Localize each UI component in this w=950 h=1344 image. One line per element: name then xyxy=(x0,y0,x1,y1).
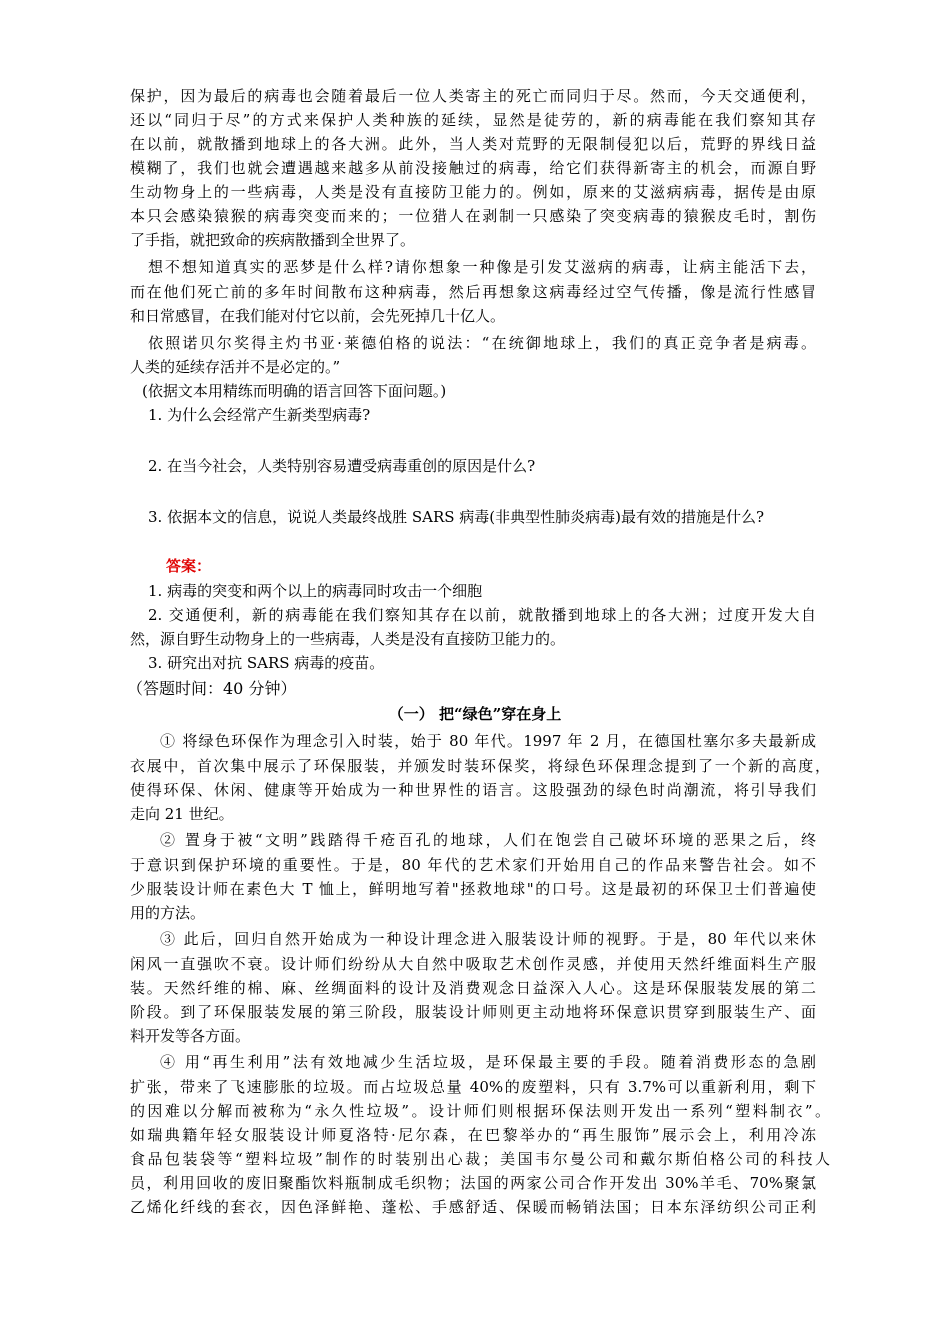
p3-line: 装。天然纤维的棉、麻、丝绸面料的设计及消费观念日益深入人心。这是环保服装发展的第二 xyxy=(130,979,816,997)
p4-line: 的因难以分解而被称为“永久性垃圾”。设计师们则根据环保法则开发出一系列“塑料制衣”。 xyxy=(130,1102,830,1120)
p3-line: 料开发等各方面。 xyxy=(130,1027,251,1045)
p1-line: 使得环保、休闲、健康等开始成为一种世界性的语言。这股强劲的绿色时尚潮流，将引导我们 xyxy=(130,781,816,799)
time-note: （答题时间：40 分钟） xyxy=(127,679,297,698)
instruction: (依据文本用精练而明确的语言回答下面问题。) xyxy=(142,382,447,400)
p4-line: 食品包装袋等“塑料垃圾”制作的时装别出心裁；美国韦尔曼公司和戴尔斯伯格公司的科技人 xyxy=(130,1150,830,1168)
p2-line: 用的方法。 xyxy=(130,904,206,922)
p2-line: ② 置身于被“文明”践踏得千疮百孔的地球，人们在饱尝自己破坏环境的恶果之后，终 xyxy=(160,831,816,849)
quote-line: 人类的延续存活并不是必定的。” xyxy=(130,358,341,376)
passage-line: 在以前，就散播到地球上的各大洲。此外，当人类对荒野的无限制侵犯以后，荒野的界线日益 xyxy=(130,135,816,153)
question-3: 3. 依据本文的信息，说说人类最终战胜 SARS 病毒(非典型性肺炎病毒)最有效的措施是什么? xyxy=(148,508,765,526)
p1-line: 走向 21 世纪。 xyxy=(130,805,234,823)
section-title: （一） 把“绿色”穿在身上 xyxy=(388,705,562,723)
question-2: 2. 在当今社会，人类特别容易遭受病毒重创的原因是什么? xyxy=(148,457,536,475)
p2-line: 少服装设计师在素色大 T 恤上，鲜明地写着"拯救地球"的口号。这是最初的环保卫士们普遍使 xyxy=(130,880,816,898)
p4-line: 员，利用回收的废旧聚酯饮料瓶制成毛织物；法国的两家公司合作开发出 30%羊毛、70%聚氯 xyxy=(130,1174,816,1192)
answer-2-cont: 然，源自野生动物身上的一些病毒，人类是没有直接防卫能力的。 xyxy=(130,630,566,648)
p3-line: ③ 此后，回归自然开始成为一种设计理念进入服装设计师的视野。于是，80 年代以来休 xyxy=(160,930,816,948)
nightmare-line: 而在他们死亡前的多年时间散布这种病毒，然后再想象这病毒经过空气传播，像是流行性感冒 xyxy=(130,283,816,301)
passage-line: 生动物身上的一些病毒，人类是没有直接防卫能力的。例如，原来的艾滋病病毒，据传是由原 xyxy=(130,183,816,201)
passage-line: 还以“同归于尽”的方式来保护人类种族的延续，显然是徒劳的，新的病毒能在我们察知其存 xyxy=(130,111,816,129)
p1-line: ① 将绿色环保作为理念引入时装，始于 80 年代。1997 年 2 月，在德国杜塞尔多夫最新成 xyxy=(160,732,816,750)
p3-line: 闲风一直强吹不衰。设计师们纷纷从大自然中吸取艺术创作灵感，并使用天然纤维面料生产服 xyxy=(130,955,816,973)
answer-1: 1. 病毒的突变和两个以上的病毒同时攻击一个细胞 xyxy=(148,582,483,600)
nightmare-line: 和日常感冒，在我们能对付它以前，会先死掉几十亿人。 xyxy=(130,307,506,325)
p3-line: 阶段。到了环保服装发展的第三阶段，服装设计师则更主动地将环保意识贯穿到服装生产、面 xyxy=(130,1003,816,1021)
p4-line: ④ 用“再生利用”法有效地减少生活垃圾，是环保最主要的手段。随着消费形态的急剧 xyxy=(160,1053,816,1071)
passage-line: 本只会感染猿猴的病毒突变而来的；一位猎人在剥制一只感染了突变病毒的猿猴皮毛时，割伤 xyxy=(130,207,816,225)
p4-line: 扩张，带来了飞速膨胀的垃圾。而占垃圾总量 40%的废塑料，只有 3.7%可以重新利用，剩下 xyxy=(130,1078,816,1096)
passage-line: 了手指，就把致命的疾病散播到全世界了。 xyxy=(130,231,416,249)
nightmare-line: 想不想知道真实的恶梦是什么样?请你想象一种像是引发艾滋病的病毒，让病主能活下去， xyxy=(148,258,816,276)
question-1: 1. 为什么会经常产生新类型病毒? xyxy=(148,406,371,424)
answer-label: 答案： xyxy=(166,557,212,575)
p4-line: 乙烯化纤线的套衣，因色泽鲜艳、蓬松、手感舒适、保暖而畅销法国；日本东泽纺织公司正利 xyxy=(130,1198,816,1216)
p4-line: 如瑞典籍年轻女服装设计师夏洛特·尼尔森，在巴黎举办的“再生服饰”展示会上，利用冷冻 xyxy=(130,1126,816,1144)
passage-line: 保护，因为最后的病毒也会随着最后一位人类寄主的死亡而同归于尽。然而，今天交通便利， xyxy=(130,87,816,105)
answer-2: 2. 交通便利，新的病毒能在我们察知其存在以前，就散播到地球上的各大洲；过度开发大自 xyxy=(148,606,816,624)
p2-line: 于意识到保护环境的重要性。于是，80 年代的艺术家们开始用自己的作品来警告社会。如不 xyxy=(130,856,816,874)
passage-line: 模糊了，我们也就会遭遇越来越多从前没接触过的病毒，给它们获得新寄主的机会，而源自野 xyxy=(130,159,816,177)
quote-line: 依照诺贝尔奖得主灼书亚·莱德伯格的说法：“在统御地球上，我们的真正竞争者是病毒。 xyxy=(148,334,816,352)
answer-3: 3. 研究出对抗 SARS 病毒的疫苗。 xyxy=(148,654,385,672)
p1-line: 衣展中，首次集中展示了环保服装，并颁发时装环保奖，将绿色环保理念提到了一个新的高度， xyxy=(130,757,830,775)
